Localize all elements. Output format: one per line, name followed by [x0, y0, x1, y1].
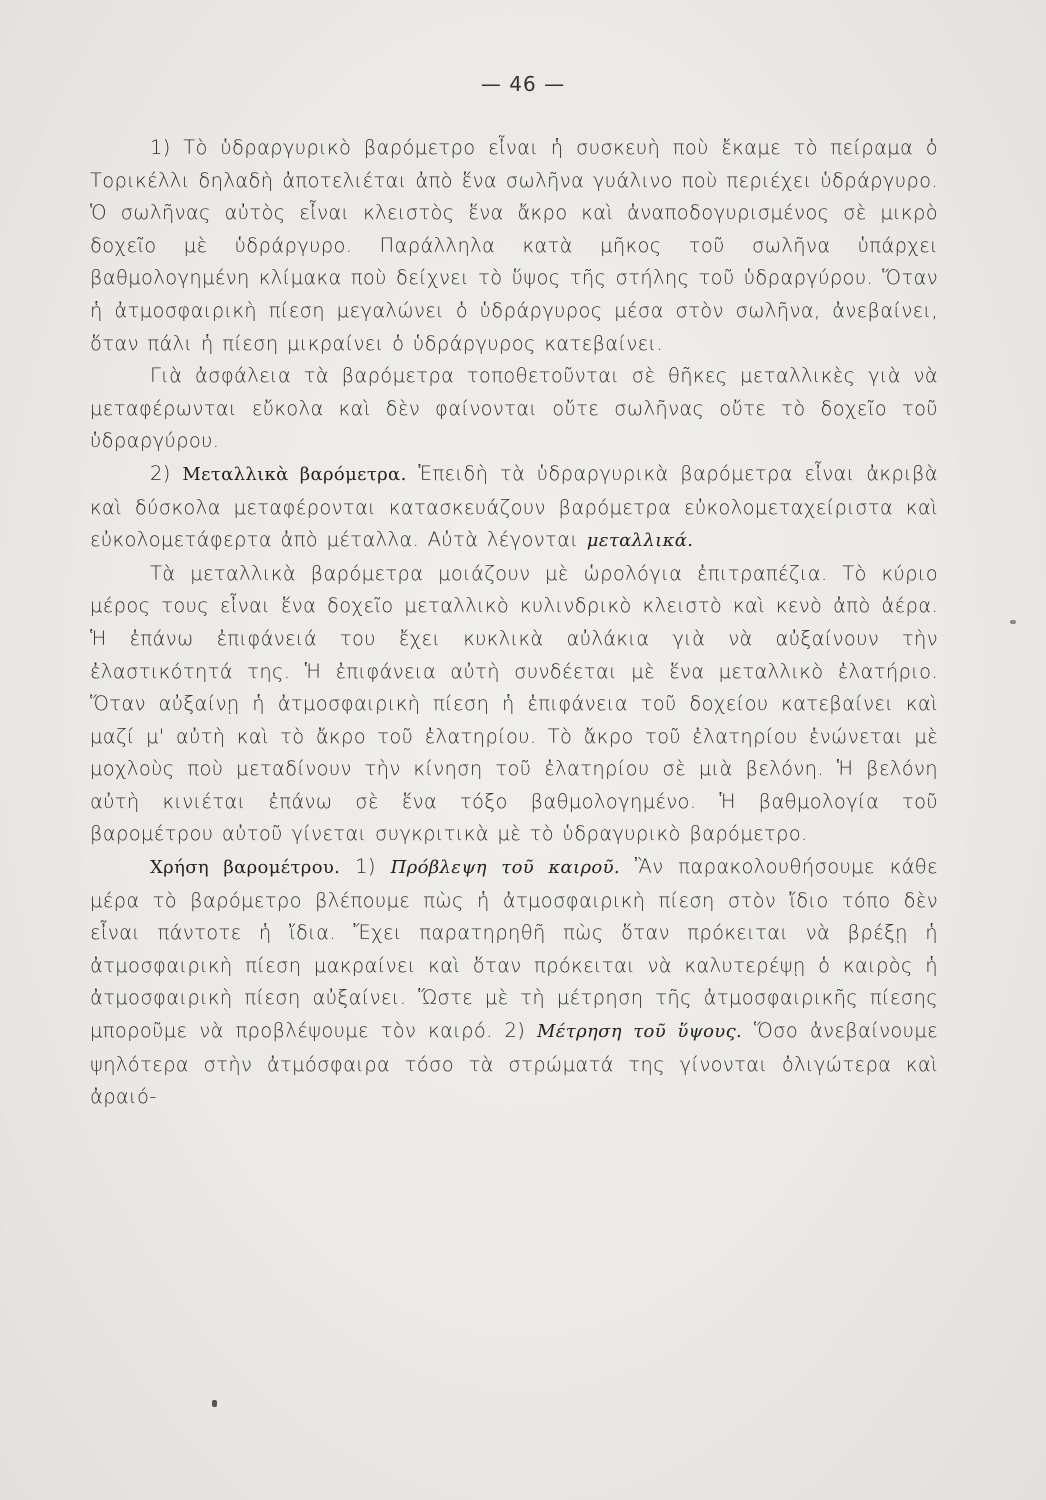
ink-speck	[212, 1400, 217, 1407]
section-heading-barometer-use: Χρήση βαρομέτρου.	[150, 857, 341, 879]
paragraph-text: Γιὰ ἀσφάλεια τὰ βαρόμετρα τοποθετοῦνται σὲ θῆκες μεταλλικὲς γιὰ νὰ μεταφέρωνται εὔκολα καὶ δὲν φαίνονται οὔτε σωλῆνας οὔτε τὸ δοχεῖο τοῦ ὑδραργύρου.	[90, 364, 938, 453]
body-text	[90, 132, 938, 1114]
italic-term: μεταλλικά.	[586, 530, 694, 552]
paragraph-text: Τὰ μεταλλικὰ βαρόμετρα μοιάζουν μὲ ὡρολόγια ἐπιτραπέζια. Τὸ κύριο μέρος τους εἶναι ἕνα δοχεῖο μεταλλικὸ κυλινδρικὸ κλειστὸ καὶ κενὸ ἀπὸ ἀέρα. Ἡ ἐπάνω ἐπιφάνειά του ἔχει κυκλικὰ αὐλάκια γιὰ νὰ αὐξαίνουν τὴν ἐλαστικότητά της. Ἡ ἐπιφάνεια αὐτὴ συνδέεται μὲ ἕνα μεταλλικὸ ἐλατήριο. Ὅταν αὐξαίνῃ ἡ ἀτμοσφαιρικὴ πίεση ἡ ἐπιφάνεια τοῦ δοχείου κατεβαίνει καὶ μαζί μ' αὐτὴ καὶ τὸ ἄκρο τοῦ ἐλατηρίου. Τὸ ἄκρο τοῦ ἐλατηρίου ἑνώνεται μὲ μοχλοὺς ποὺ μεταδίνουν τὴν κίνηση τοῦ ἐλατηρίου σὲ μιὰ βελόνη. Ἡ βελόνη αὐτὴ κινιέται ἐπάνω σὲ ἕνα τόξο βαθμολογημένο. Ἡ βαθμολογία τοῦ βαρομέτρου αὐτοῦ γίνεται συγκριτικὰ μὲ τὸ ὑδραγυρικὸ βαρόμετρο.	[90, 561, 938, 846]
paragraph-mercury-barometer	[90, 132, 938, 360]
ink-speck	[1010, 620, 1016, 624]
paragraph-text: 1) Τὸ ὑδραργυρικὸ βαρόμετρο εἶναι ἡ συσκευὴ ποὺ ἔκαμε τὸ πείραμα ὁ Τορικέλλι δηλαδὴ ἀποτελιέται ἀπὸ ἕνα σωλῆνα γυάλινο ποὺ περιέχει ὑδράργυρο. Ὁ σωλῆνας αὐτὸς εἶναι κλειστὸς ἕνα ἄκρο καὶ ἀναποδογυρισμένος σὲ μικρὸ δοχεῖο μὲ ὑδράργυρο. Παράλληλα κατὰ μῆκος τοῦ σωλῆνα ὑπάρχει βαθμολογημένη κλίμακα ποὺ δείχνει τὸ ὕψος τῆς στήλης τοῦ ὑδραργύρου. Ὅταν ἡ ἀτμοσφαιρικὴ πίεση μεγαλώνει ὁ ὑδράργυρος μέσα στὸν σωλῆνα, ἀνεβαίνει, ὅταν πάλι ἡ πίεση μικραίνει ὁ ὑδράργυρος κατεβαίνει.	[90, 136, 938, 355]
subheading-weather-forecast: Πρόβλεψη τοῦ καιροῦ.	[390, 857, 620, 879]
page-number: — 46 —	[480, 72, 566, 96]
paragraph-text-continued: Ὅσο ἀνεβαίνουμε ψηλότερα στὴν ἀτμόσφαιρα τόσο τὰ στρώματά της γίνονται ὀλιγώτερα καὶ ἀραιό-	[90, 1019, 938, 1109]
section-heading-metal-barometers: Μεταλλικὰ βαρόμετρα.	[182, 463, 407, 485]
paragraph-barometer-use	[90, 851, 938, 1114]
paragraph-text: Ἐπειδὴ τὰ ὑδραργυρικὰ βαρόμετρα εἶναι ἀκριβὰ καὶ δύσκολα μεταφέρονται κατασκευάζουν βαρόμετρα εὐκολομεταχείριστα καὶ εὐκολομετάφερτα ἀπὸ μέταλλα. Αὐτὰ λέγονται	[90, 461, 938, 552]
list-number: 2)	[150, 461, 171, 485]
paragraph-metal-barometer-description	[90, 558, 938, 851]
subheading-altitude-measurement: Μέτρηση τοῦ ὕψους.	[536, 1021, 743, 1043]
paragraph-barometer-cases	[90, 360, 938, 458]
list-number: 1)	[355, 855, 376, 879]
paragraph-metal-barometers	[90, 458, 938, 558]
paragraph-text: Ἂν παρακολουθήσουμε κάθε μέρα τὸ βαρόμετρο βλέπουμε πὼς ἡ ἀτμοσφαιρικὴ πίεση στὸν ἴδιο τόπο δὲν εἶναι πάντοτε ἡ ἴδια. Ἔχει παρατηρηθῆ πὼς ὅταν πρόκειται νὰ βρέξῃ ἡ ἀτμοσφαιρικὴ πίεση μακραίνει καὶ ὅταν πρόκειται νὰ καλυτερέψῃ ὁ καιρὸς ἡ ἀτμοσφαιρικὴ πίεση αὐξαίνει. Ὥστε μὲ τὴ μέτρηση τῆς ἀτμοσφαιρικῆς πίεσης μποροῦμε νὰ προβλέψουμε τὸν καιρό. 2)	[90, 855, 938, 1043]
